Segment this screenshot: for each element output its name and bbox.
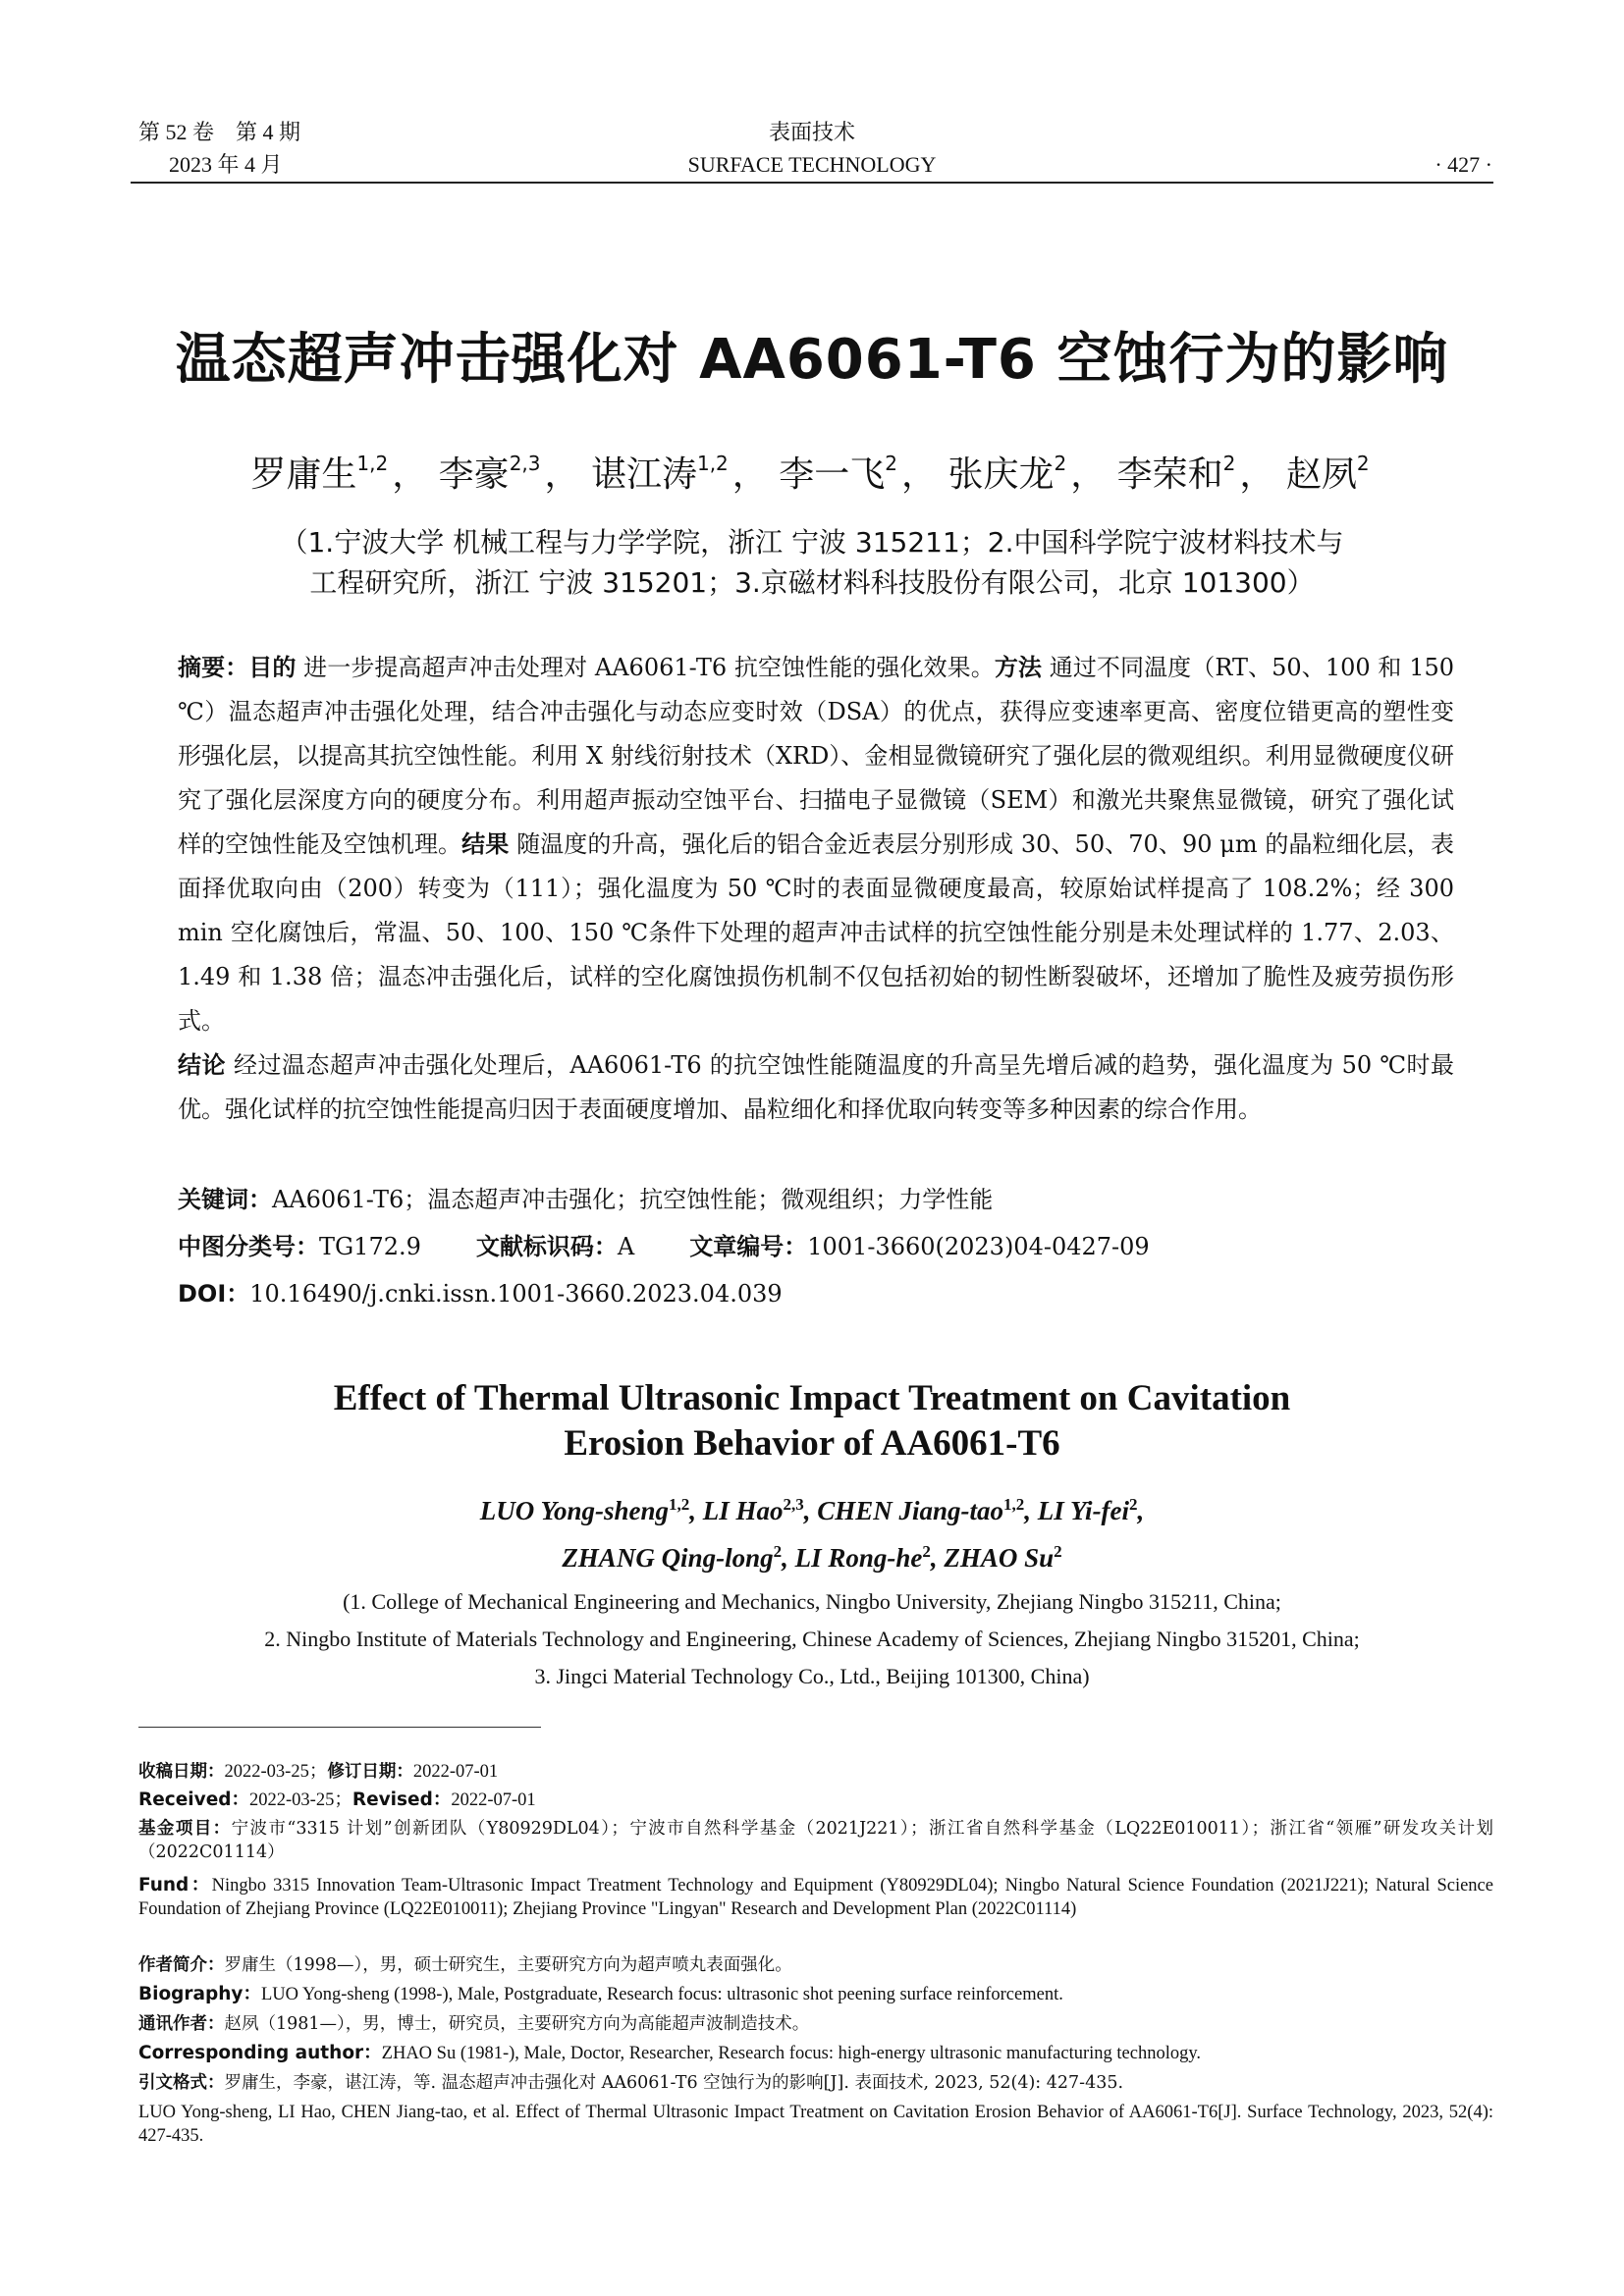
received-en: 2022-03-25；	[249, 1790, 352, 1810]
revised-en: 2022-07-01	[451, 1790, 536, 1810]
clc-label: 中图分类号：	[178, 1233, 319, 1260]
received-en-label: Received：	[138, 1789, 249, 1810]
footnote-received-zh	[138, 1760, 1493, 1784]
author-en: LUO Yong-sheng	[479, 1496, 669, 1525]
author-en-aff: 2,3	[783, 1495, 804, 1514]
abstract-method-label: 方法	[994, 654, 1043, 681]
footnote-cite-en	[138, 2101, 1493, 2148]
title-english-line2: Erosion Behavior of AA6061-T6	[564, 1423, 1060, 1464]
clc-value: TG172.9	[319, 1233, 421, 1260]
footnote-bio-en	[138, 1983, 1493, 2006]
corr-en: ZHAO Su (1981-), Male, Doctor, Researcher, Research focus: high-energy ultrasonic manufacturing technology.	[381, 2044, 1202, 2063]
header-rule	[131, 182, 1493, 184]
header-date: 2023 年 4 月	[169, 152, 283, 177]
abstract-conclusion-label: 结论	[178, 1051, 226, 1079]
header-volume: 第 52 卷 第 4 期	[138, 120, 301, 144]
revised-zh-label: 修订日期：	[327, 1762, 413, 1782]
fund-en-label: Fund：	[138, 1875, 212, 1896]
author-aff: 2	[1222, 452, 1236, 475]
footnote-rule	[138, 1727, 541, 1728]
author-aff: 1,2	[696, 452, 729, 475]
author-en-aff: 2	[922, 1542, 931, 1561]
abstract-result-label: 结果	[461, 830, 510, 858]
bio-en-label: Biography：	[138, 1984, 261, 2004]
author-en: ZHAO Su	[944, 1543, 1055, 1573]
author-en-aff: 1,2	[1003, 1495, 1025, 1514]
author-name: 李豪	[438, 454, 510, 495]
author-en-aff: 2	[1054, 1542, 1062, 1561]
author-en: LI Yi-fei	[1037, 1496, 1130, 1525]
footnote-corr-zh	[138, 2012, 1493, 2036]
cite-zh-label: 引文格式：	[138, 2073, 225, 2093]
doccode-label: 文献标识码：	[475, 1233, 618, 1260]
author-name: 李荣和	[1116, 454, 1223, 495]
cite-zh: 罗庸生，李豪，谌江涛，等. 温态超声冲击强化对 AA6061-T6 空蚀行为的影响[J]. 表面技术, 2023, 52(4): 427-435.	[224, 2073, 1124, 2093]
author-aff: 2	[885, 452, 897, 475]
author-aff: 2	[1356, 452, 1370, 475]
affiliation-zh-line1: （1.宁波大学 机械工程与力学学院，浙江 宁波 315211；2.中国科学院宁波材料技术与	[280, 526, 1344, 559]
author-aff: 2	[1054, 452, 1067, 475]
keywords	[178, 1178, 993, 1222]
footnote-fund-zh	[138, 1817, 1493, 1864]
affiliation-en-line2: 2. Ningbo Institute of Materials Technology and Engineering, Chinese Academy of Sciences, Zhejiang Ningbo 315201, China;	[264, 1627, 1360, 1651]
article-number-value: 1001-3660(2023)04-0427-09	[807, 1233, 1150, 1260]
footnote-received-en	[138, 1789, 1493, 1812]
bio-zh-label: 作者简介：	[138, 1955, 225, 1975]
title-english	[0, 1376, 1624, 1467]
header-journal-en: SURFACE TECHNOLOGY	[687, 152, 937, 177]
received-zh: 2022-03-25；	[224, 1762, 328, 1782]
article-number-label: 文章编号：	[689, 1233, 808, 1260]
abstract-label: 摘要：	[178, 654, 249, 681]
abstract	[178, 646, 1454, 1132]
corr-zh-label: 通讯作者：	[138, 2014, 225, 2034]
fund-en: Ningbo 3315 Innovation Team-Ultrasonic Impact Treatment Technology and Equipment (Y80929DL04); Ningbo Natural Science Foundation (2021J221); Natural Science Foundation of Zhejiang Province (LQ22E010011); Zhejiang Province "Lingyan" Research and Development Plan (2022C01114)	[138, 1876, 1493, 1919]
author-en-aff: 1,2	[669, 1495, 690, 1514]
corr-en-label: Corresponding author：	[138, 2043, 382, 2063]
abstract-method: 通过不同温度（RT、50、100 和 150 ℃）温态超声冲击强化处理，结合冲击强化与动态应变时效（DSA）的优点，获得应变速率更高、密度位错更高的塑性变形强化层，以提高其抗空蚀性能。利用 X 射线衍射技术（XRD）、金相显微镜研究了强化层的微观组织。利用显微硬度仪研究了强化层深度方向的硬度分布。利用超声振动空蚀平台、扫描电子显微镜（SEM）和激光共聚焦显微镜，研究了强化试样的空蚀性能及空蚀机理。	[178, 654, 1455, 858]
revised-en-label: Revised：	[352, 1789, 452, 1810]
author-aff: 1,2	[356, 452, 389, 475]
doccode-value: A	[617, 1233, 635, 1260]
author-name: 张庆龙	[947, 454, 1055, 495]
author-en-aff: 2	[773, 1542, 783, 1561]
bio-zh: 罗庸生（1998—），男，硕士研究生，主要研究方向为超声喷丸表面强化。	[224, 1955, 792, 1975]
keywords-label: 关键词：	[178, 1186, 272, 1213]
title-english-line1: Effect of Thermal Ultrasonic Impact Treatment on Cavitation	[333, 1378, 1291, 1418]
abstract-conclusion: 经过温态超声冲击强化处理后，AA6061-T6 的抗空蚀性能随温度的升高呈先增后减的趋势，强化温度为 50 ℃时最优。强化试样的抗空蚀性能提高归因于表面硬度增加、晶粒细化和择优取向转变等多种因素的综合作用。	[178, 1051, 1454, 1123]
abstract-result: 随温度的升高，强化后的铝合金近表层分别形成 30、50、70、90 μm 的晶粒细化层，表面择优取向由（200）转变为（111）；强化温度为 50 ℃时的表面显微硬度最高，较原始试样提高了 108.2%；经 300 min 空化腐蚀后，常温、50、100、150 ℃条件下处理的超声冲击试样的抗空蚀性能分别是未处理试样的 1.77、2.03、1.49 和 1.38 倍；温态冲击强化后，试样的空化腐蚀损伤机制不仅包括初始的韧性断裂破坏，还增加了脆性及疲劳损伤形式。	[178, 830, 1455, 1035]
abstract-purpose-label: 目的	[248, 654, 297, 681]
author-name: 谌江涛	[590, 454, 697, 495]
author-aff: 2,3	[509, 452, 541, 475]
doi	[178, 1272, 783, 1316]
header-page-number: · 427 ·	[1435, 152, 1492, 177]
footnote-bio-zh	[138, 1953, 1493, 1977]
footnote-cite-zh	[138, 2071, 1493, 2095]
author-en: CHEN Jiang-tao	[817, 1496, 1004, 1525]
fund-zh: 宁波市“3315 计划”创新团队（Y80929DL04）；宁波市自然科学基金（2021J221）；浙江省自然科学基金（LQ22E010011）；浙江省“领雁”研发攻关计划（2022C01114）	[138, 1819, 1493, 1862]
abstract-purpose: 进一步提高超声冲击处理对 AA6061-T6 抗空蚀性能的强化效果。	[296, 654, 995, 681]
title-chinese: 温态超声冲击强化对 AA6061-T6 空蚀行为的影响	[175, 328, 1449, 392]
author-en: LI Rong-he	[794, 1543, 923, 1573]
affiliation-english	[0, 1583, 1624, 1695]
affiliation-en-line3: 3. Jingci Material Technology Co., Ltd., Beijing 101300, China)	[534, 1664, 1090, 1688]
cite-en: LUO Yong-sheng, LI Hao, CHEN Jiang-tao, et al. Effect of Thermal Ultrasonic Impact Treatment on Cavitation Erosion Behavior of AA6061-T6[J]. Surface Technology, 2023, 52(4): 427-435.	[138, 2103, 1493, 2146]
received-zh-label: 收稿日期：	[138, 1762, 225, 1782]
keywords-value: AA6061-T6；温态超声冲击强化；抗空蚀性能；微观组织；力学性能	[272, 1186, 994, 1213]
affiliation-zh-line2: 工程研究所，浙江 宁波 315201；3.京磁材料科技股份有限公司，北京 101300）	[309, 566, 1315, 599]
classification	[178, 1225, 1150, 1269]
doi-label: DOI：	[178, 1280, 250, 1308]
corr-zh: 赵夙（1981—），男，博士，研究员，主要研究方向为高能超声波制造技术。	[224, 2014, 810, 2034]
author-en: ZHANG Qing-long	[562, 1543, 774, 1573]
bio-en: LUO Yong-sheng (1998-), Male, Postgraduate, Research focus: ultrasonic shot peening surface reinforcement.	[260, 1985, 1063, 2004]
author-name: 罗庸生	[250, 454, 357, 495]
author-en-aff: 2	[1129, 1495, 1138, 1514]
footnote-corr-en	[138, 2042, 1493, 2065]
footnote-fund-en	[138, 1874, 1493, 1921]
author-name: 李一飞	[779, 454, 886, 495]
revised-zh: 2022-07-01	[412, 1762, 499, 1782]
fund-zh-label: 基金项目：	[138, 1819, 232, 1839]
author-en: LI Hao	[702, 1496, 784, 1525]
header-journal-cn: 表面技术	[768, 120, 855, 144]
affiliation-en-line1: (1. College of Mechanical Engineering and Mechanics, Ningbo University, Zhejiang Ningbo 315211, China;	[343, 1589, 1281, 1614]
authors-english: LUO Yong-sheng$^{1,2}$, LI Hao$^{2,3}$, CHEN Jiang-tao$^{1,2}$, LI Yi-fei$^2$, ZHANG Qing-long$^2$, LI Rong-$he^2$, ZHAO Su$^2$	[479, 1495, 1145, 1573]
authors-chinese: 罗庸生$^{1,2}$ ， 李豪$^{2,3}$ ， 谌江涛$^{1,2}$ ， 李一飞$^2$ ， 张庆龙$^2$ ， 李荣和$^2$ ， 赵夙$^2$	[250, 452, 1370, 495]
author-name: 赵夙	[1285, 454, 1357, 495]
doi-value: 10.16490/j.cnki.issn.1001-3660.2023.04.039	[249, 1280, 783, 1308]
